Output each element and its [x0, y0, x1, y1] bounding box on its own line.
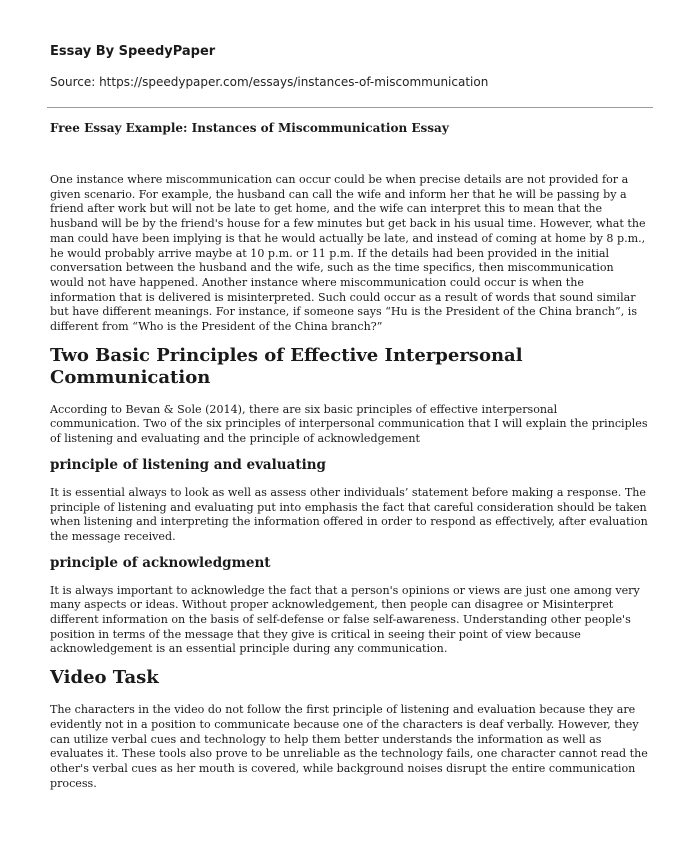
header-divider: [47, 107, 653, 108]
subheading-acknowledgment: principle of acknowledgment: [50, 554, 271, 571]
document-title: Free Essay Example: Instances of Miscommunication Essay: [50, 121, 449, 135]
section-heading-video-task: Video Task: [50, 667, 159, 689]
brand-title: Essay By SpeedyPaper: [50, 44, 216, 59]
video-task-paragraph: The characters in the video do not follow the first principle of listening and evaluation because they are evidently not in a position to communicate because one of the characters is deaf verbally. However, they can utilize verbal cues and technology to help them better understands the information as well as evaluates it. These tools also prove to be unreliable as the technology fails, one character cannot read the other's verbal cues as her mouth is covered, while background noises disrupt the entire communication process.: [50, 703, 648, 790]
subheading-listening: principle of listening and evaluating: [50, 456, 326, 473]
acknowledgment-paragraph: It is always important to acknowledge the fact that a person's opinions or views are just one among very many aspects or ideas. Without proper acknowledgement, then people can disagree or Misinterpret different information on the basis of self-defense or false self-awareness. Understanding other people's position in terms of the message that they give is critical in seeing their point of view because acknowledgement is an essential principle during any communication.: [50, 583, 640, 656]
principles-paragraph: According to Bevan & Sole (2014), there are six basic principles of effective interpersonal communication. Two of the six principles of interpersonal communication that I will explain the principles of listening and evaluating and the principle of acknowledgement: [50, 402, 648, 446]
listening-paragraph: It is essential always to look as well as assess other individuals’ statement before making a response. The principle of listening and evaluating put into emphasis the fact that careful consideration should be taken when listening and interpreting the information offered in order to respond as effectively, after evaluation the message received.: [50, 485, 648, 543]
section-heading-principles: Two Basic Principles of Effective Interpersonal Communication: [50, 344, 523, 388]
source-url: Source: https://speedypaper.com/essays/instances-of-miscommunication: [50, 75, 489, 89]
intro-paragraph: One instance where miscommunication can occur could be when precise details are not provided for a given scenario. For example, the husband can call the wife and inform her that he will be passing by a friend after work but will not be late to get home, and the wife can interpret this to mean that the husband will be by the friend's house for a few minutes but get back in his usual time. However, what the man could have been implying is that he would actually be late, and instead of coming at home by 8 p.m., he would probably arrive maybe at 10 p.m. or 11 p.m. If the details had been provided in the initial conversation between the husband and the wife, such as the time specifics, then miscommunication would not have happened. Another instance where miscommunication could occur is when the information that is delivered is misinterpreted. Such could occur as a result of words that sound similar but have different meanings. For instance, if someone says “Hu is the President of the China branch”, is different from “Who is the President of the China branch?”: [50, 173, 646, 334]
